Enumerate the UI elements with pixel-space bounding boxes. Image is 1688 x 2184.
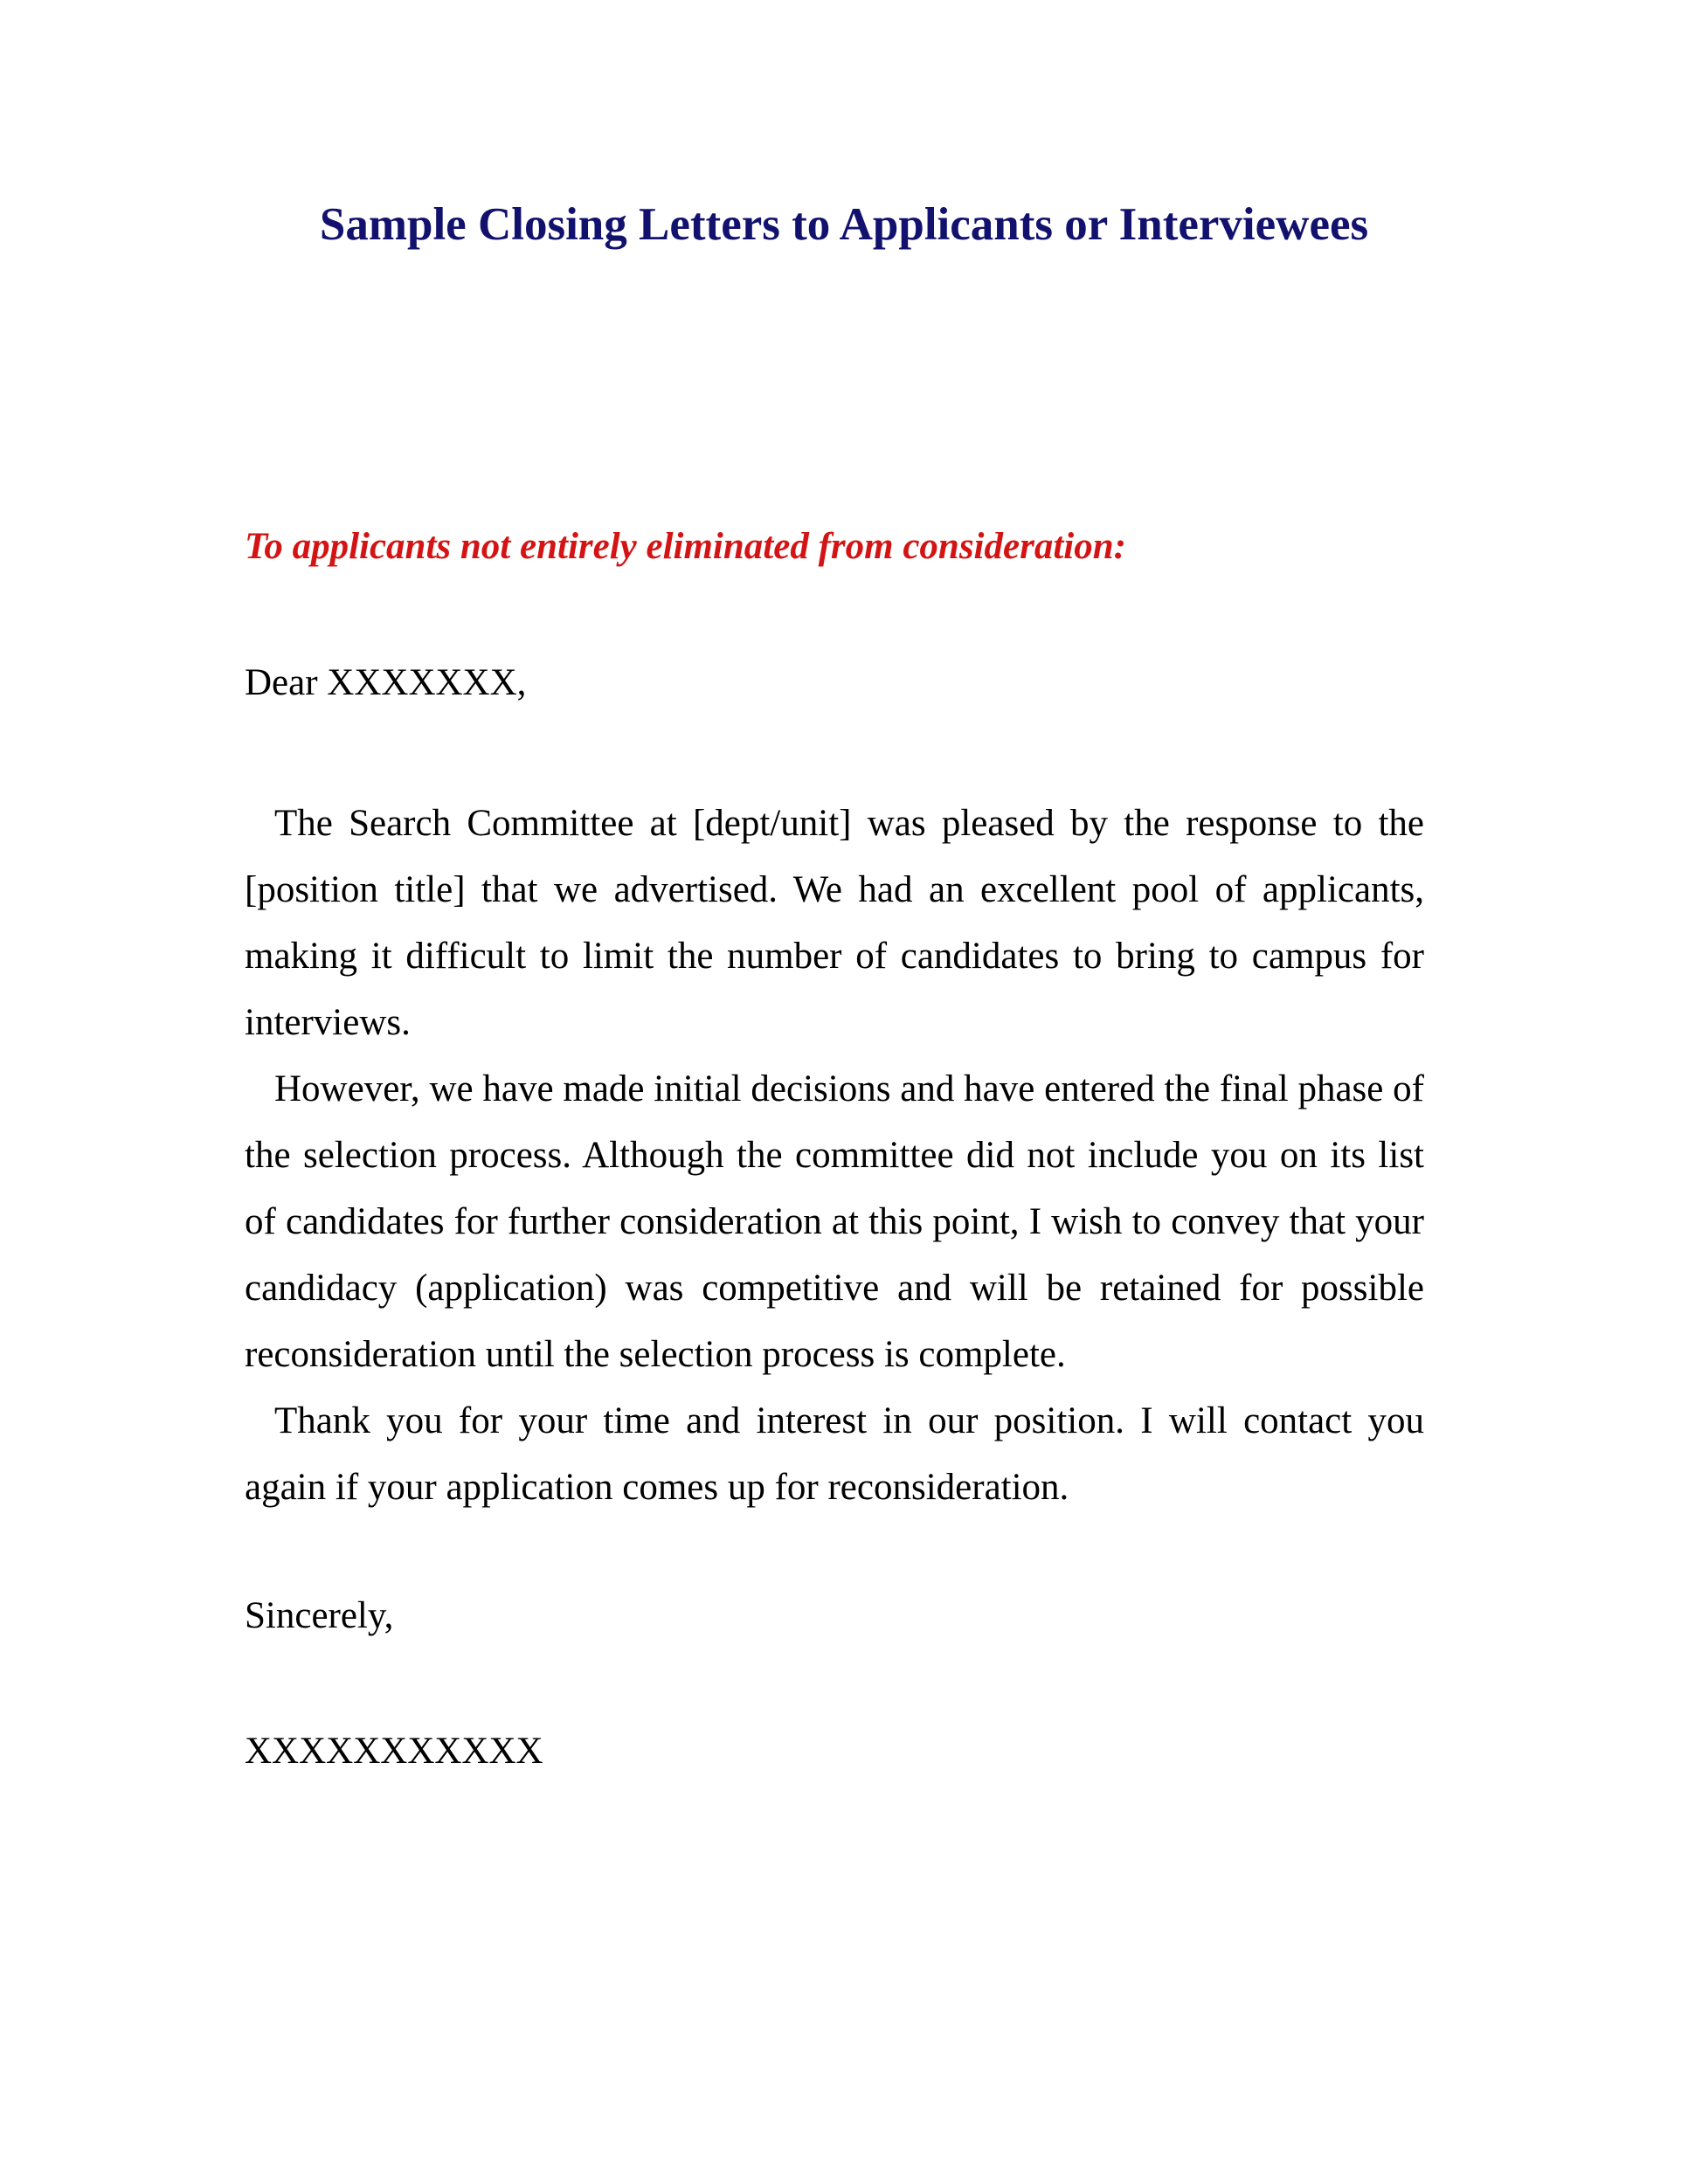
letter-paragraph: Thank you for your time and interest in our position. I will contact you again if your application comes up for reconsideration. xyxy=(245,1400,1424,1508)
salutation: Dear XXXXXXX, xyxy=(245,662,527,703)
closing: Sincerely, xyxy=(245,1595,394,1636)
recipient-subheading: To applicants not entirely eliminated from consideration: xyxy=(245,526,1126,567)
signature: XXXXXXXXXXX xyxy=(245,1731,543,1772)
letter-paragraph: The Search Committee at [dept/unit] was pleased by the response to the [position title] that we advertised. We had an excellent pool of applicants, making it difficult to limit the number of candidates to bring to campus for interviews. xyxy=(245,803,1424,1043)
document-title: Sample Closing Letters to Applicants or Interviewees xyxy=(319,199,1369,250)
letter-body xyxy=(245,791,1424,1521)
letter-paragraph: However, we have made initial decisions and have entered the final phase of the selection process. Although the committee did not include you on its list of candidates for further consideration at this point, I wish to convey that your candidacy (application) was competitive and will be retained for possible reconsideration until the selection process is complete. xyxy=(245,1068,1424,1375)
